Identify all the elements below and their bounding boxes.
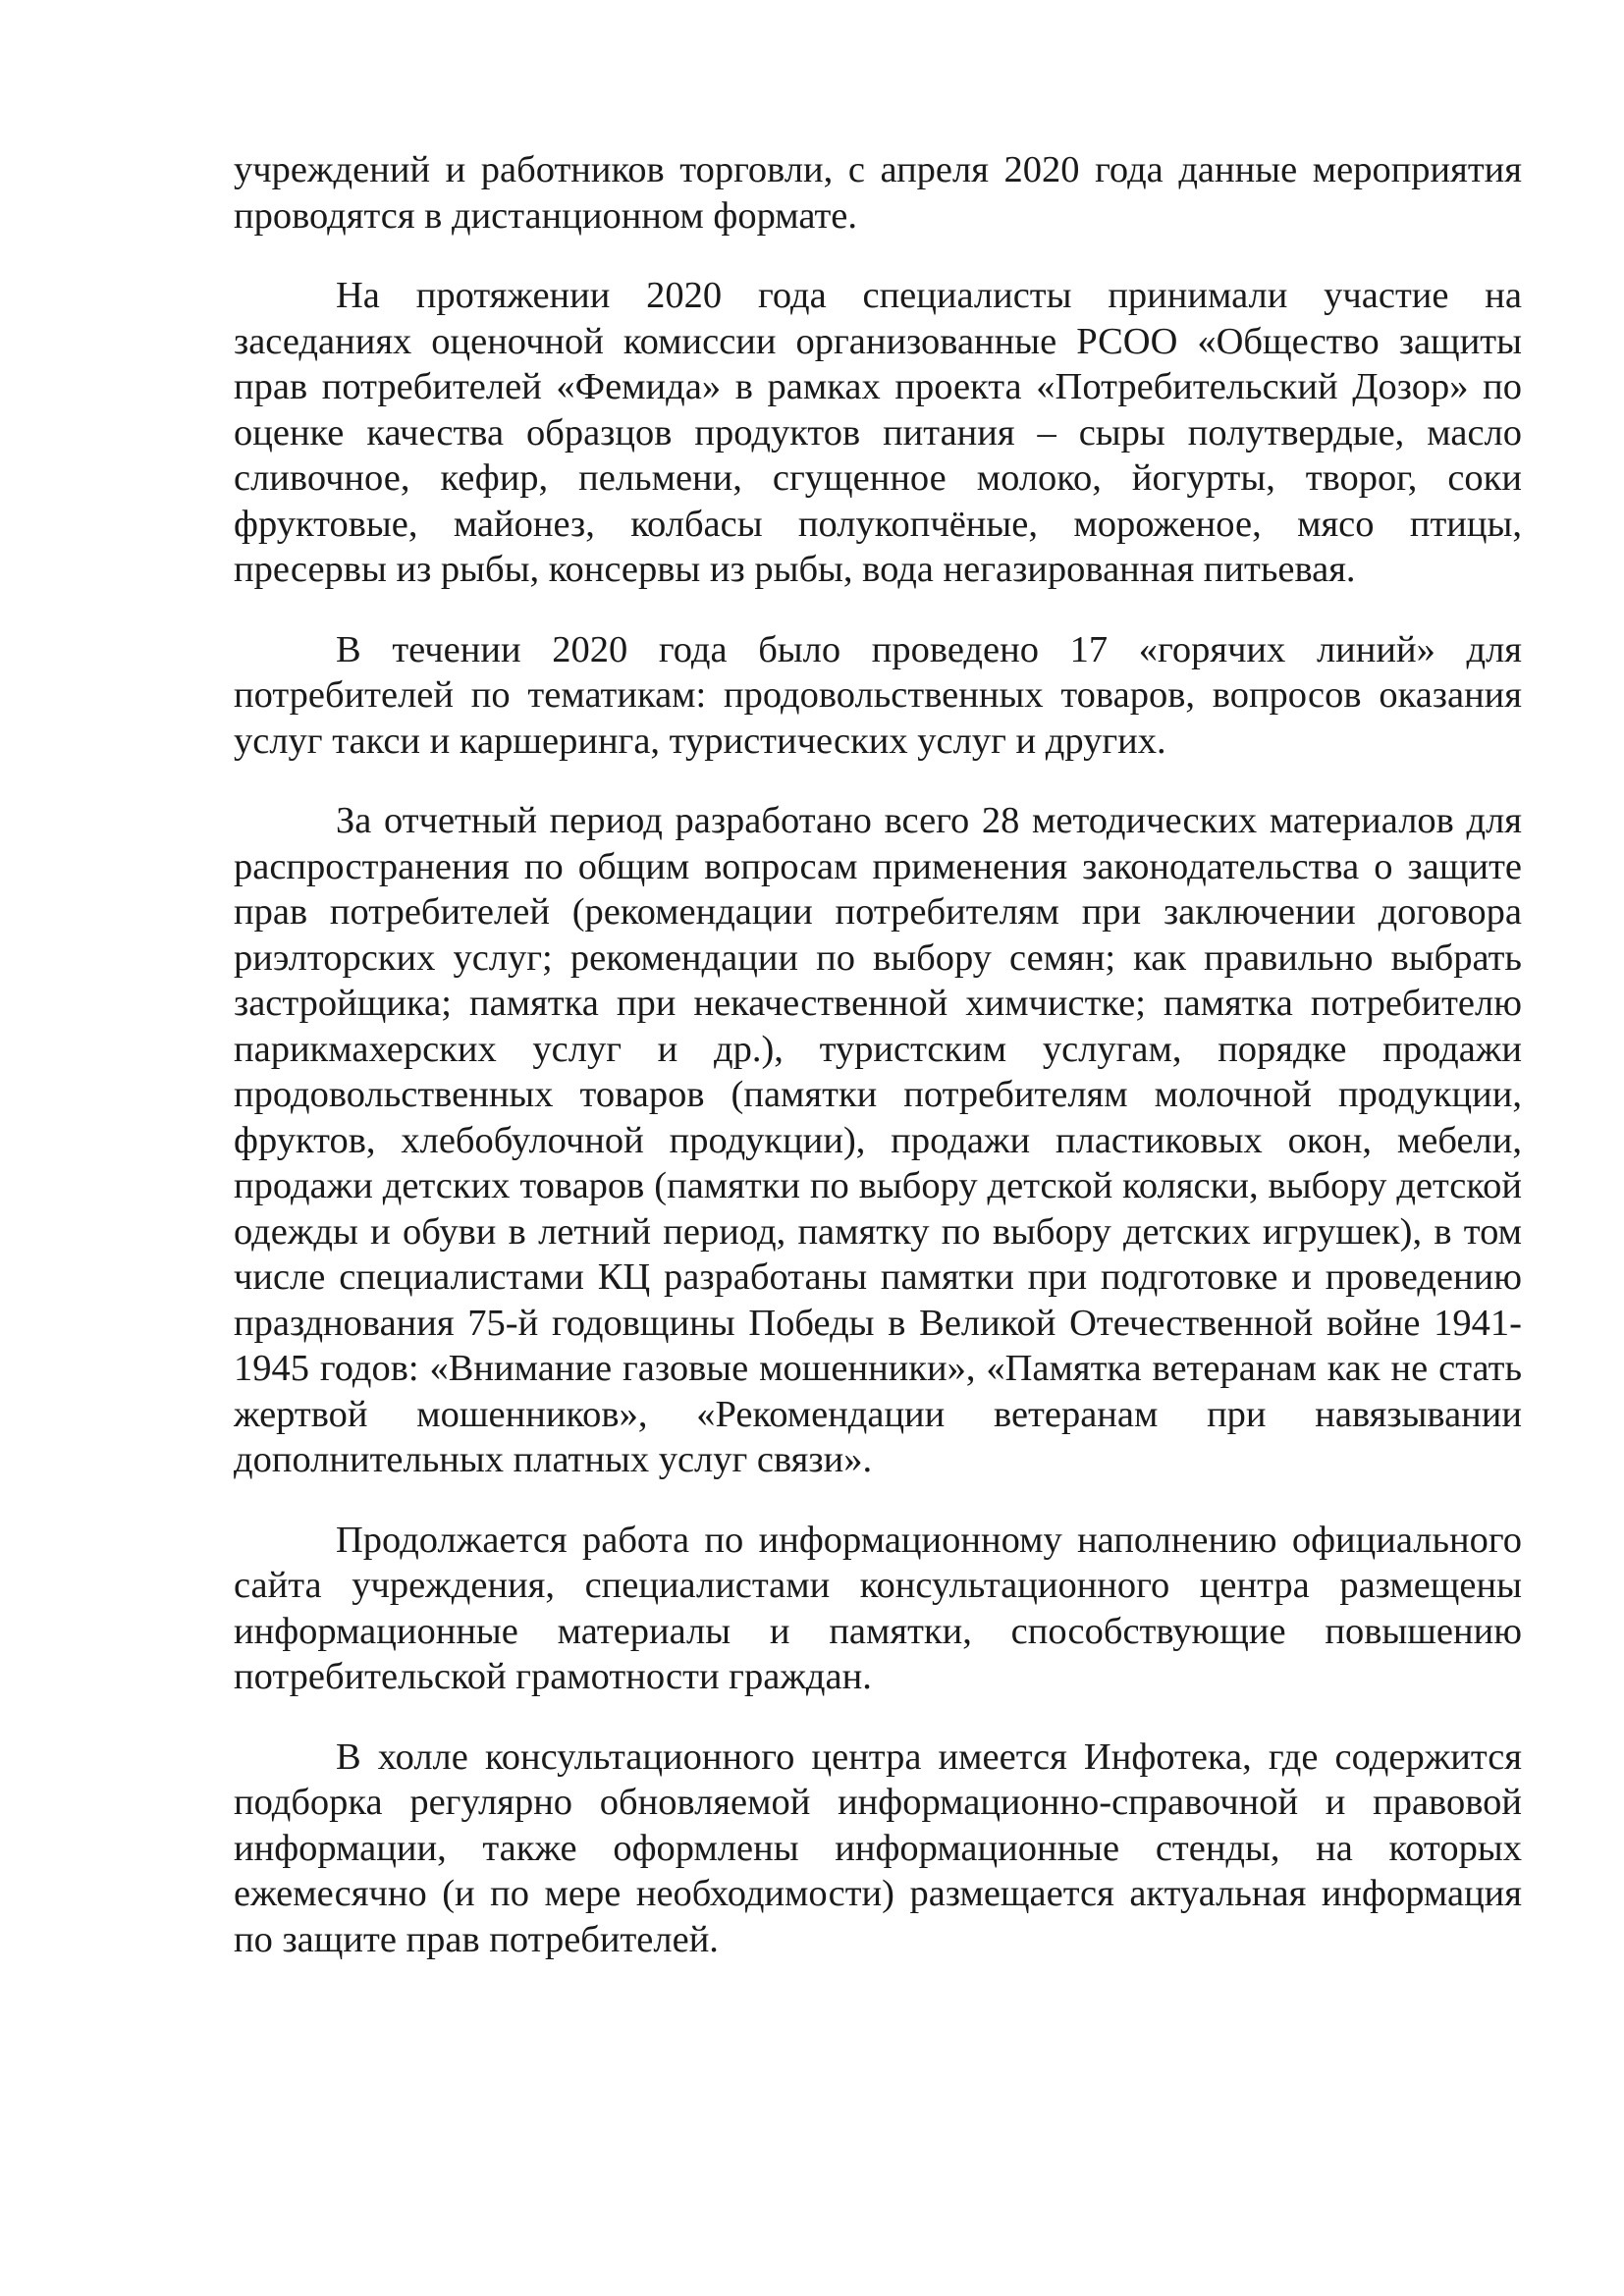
paragraph-continuation: учреждений и работников торговли, с апреля 2020 года данные мероприятия проводятся в дистанционном формате. [234,149,1522,237]
paragraph-website: Продолжается работа по информационному наполнению официального сайта учреждения, специалистами консультационного центра размещены информационные материалы и памятки, способствующие повышению потребительской грамотности граждан. [234,1519,1522,1697]
paragraph-hotlines: В течении 2020 года было проведено 17 «горячих линий» для потребителей по тематикам: продовольственных товаров, вопросов оказания услуг такси и каршеринга, туристических услуг и других. [234,628,1522,762]
document-page [234,147,1522,1997]
paragraph-methodical-materials: За отчетный период разработано всего 28 методических материалов для распространения по общим вопросам применения законодательства о защите прав потребителей (рекомендации потребителям при заключении договора риэлторских услуг; рекомендации по выбору семян; как правильно выбрать застройщика; памятка при некачественной химчистке; памятка потребителю парикмахерских услуг и др.), туристским услугам, порядке продажи продовольственных товаров (памятки потребителям молочной продукции, фруктов, хлебобулочной продукции), продажи пластиковых окон, мебели, продажи детских товаров (памятки по выбору детской коляски, выбору детской одежды и обуви в летний период, памятку по выбору детских игрушек), в том числе специалистами КЦ разработаны памятки при подготовке и проведению празднования 75-й годовщины Победы в Великой Отечественной войне 1941-1945 годов: «Внимание газовые мошенники», «Памятка ветеранам как не стать жертвой мошенников», «Рекомендации ветеранам при навязывании дополнительных платных услуг связи». [234,800,1522,1480]
paragraph-evaluation-commission: На протяжении 2020 года специалисты принимали участие на заседаниях оценочной комиссии организованные РСОО «Общество защиты прав потребителей «Фемида» в рамках проекта «Потребительский Дозор» по оценке качества образцов продуктов питания – сыры полутвердые, масло сливочное, кефир, пельмени, сгущенное молоко, йогурты, творог, соки фруктовые, майонез, колбасы полукопчёные, мороженое, мясо птицы, пресервы из рыбы, консервы из рыбы, вода негазированная питьевая. [234,275,1522,590]
paragraph-infoteka: В холле консультационного центра имеется Инфотека, где содержится подборка регулярно обновляемой информационно-справочной и правовой информации, также оформлены информационные стенды, на которых ежемесячно (и по мере необходимости) размещается актуальная информация по защите прав потребителей. [234,1735,1522,1960]
